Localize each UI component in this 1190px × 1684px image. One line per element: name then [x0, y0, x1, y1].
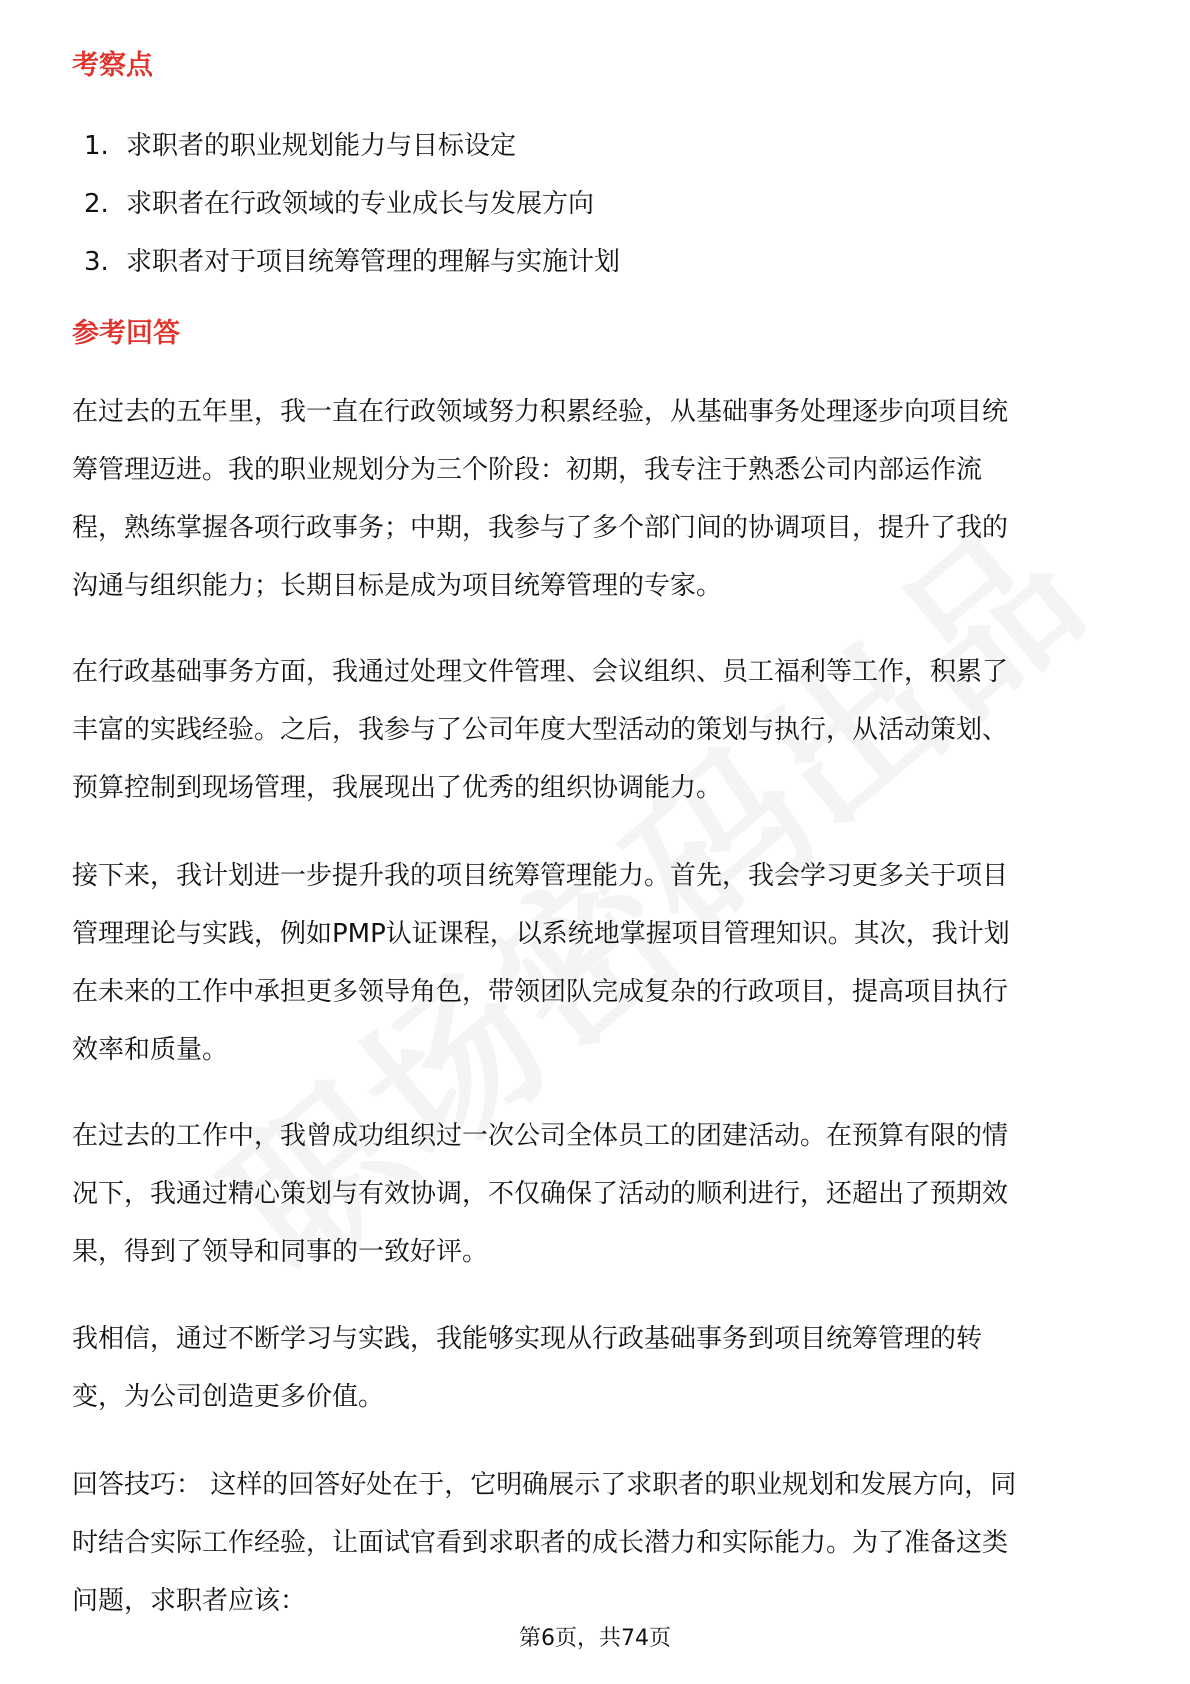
- paragraph-line: 沟通与组织能力；长期目标是成为项目统筹管理的专家。: [72, 571, 723, 601]
- paragraph-line: 管理理论与实践，例如PMP认证课程，以系统地掌握项目管理知识。其次，我计划: [72, 919, 1010, 949]
- paragraph-line: 变，为公司创造更多价值。: [72, 1382, 385, 1412]
- paragraph-line: 在过去的五年里，我一直在行政领域努力积累经验，从基础事务处理逐步向项目统: [72, 397, 1009, 427]
- paragraph-line: 在过去的工作中，我曾成功组织过一次公司全体员工的团建活动。在预算有限的情: [72, 1121, 1009, 1151]
- paragraph-line: 接下来，我计划进一步提升我的项目统筹管理能力。首先，我会学习更多关于项目: [72, 861, 1009, 891]
- list-item: [84, 240, 620, 298]
- page-number-footer: 第6页，共74页: [519, 1626, 671, 1651]
- exam-points-list: [84, 124, 620, 298]
- list-item-number: 3.: [84, 247, 109, 277]
- paragraph-line: 回答技巧： 这样的回答好处在于，它明确展示了求职者的职业规划和发展方向，同: [72, 1470, 1017, 1500]
- answer-paragraph: [72, 383, 1132, 615]
- list-item-number: 2.: [84, 189, 109, 219]
- list-item-number: 1.: [84, 131, 109, 161]
- list-item-text: 求职者在行政领域的专业成长与发展方向: [126, 189, 595, 219]
- answer-paragraph: [72, 847, 1132, 1079]
- paragraph-line: 程，熟练掌握各项行政事务；中期，我参与了多个部门间的协调项目，提升了我的: [72, 513, 1009, 543]
- paragraph-line: 预算控制到现场管理，我展现出了优秀的组织协调能力。: [72, 773, 723, 803]
- answer-paragraph: [72, 1107, 1132, 1281]
- paragraph-line: 我相信，通过不断学习与实践，我能够实现从行政基础事务到项目统筹管理的转: [72, 1324, 983, 1354]
- paragraph-line: 果，得到了领导和同事的一致好评。: [72, 1237, 489, 1267]
- answer-tips-paragraph: [72, 1456, 1132, 1630]
- section-heading-reference-answer: 参考回答: [72, 318, 180, 349]
- answer-paragraph: [72, 643, 1132, 817]
- paragraph-line: 丰富的实践经验。之后，我参与了公司年度大型活动的策划与执行，从活动策划、: [72, 715, 1009, 745]
- paragraph-line: 问题，求职者应该：: [72, 1586, 307, 1616]
- list-item-text: 求职者的职业规划能力与目标设定: [126, 131, 517, 161]
- paragraph-line: 时结合实际工作经验，让面试官看到求职者的成长潜力和实际能力。为了准备这类: [72, 1528, 1009, 1558]
- paragraph-line: 在未来的工作中承担更多领导角色，带领团队完成复杂的行政项目，提高项目执行: [72, 977, 1009, 1007]
- paragraph-line: 筹管理迈进。我的职业规划分为三个阶段：初期，我专注于熟悉公司内部运作流: [72, 455, 983, 485]
- answer-paragraph: [72, 1310, 1132, 1426]
- paragraph-line: 效率和质量。: [72, 1035, 229, 1065]
- list-item-text: 求职者对于项目统筹管理的理解与实施计划: [126, 247, 621, 277]
- section-heading-exam-points: 考察点: [72, 50, 153, 81]
- list-item: [84, 182, 620, 240]
- list-item: [84, 124, 620, 182]
- paragraph-line: 在行政基础事务方面，我通过处理文件管理、会议组织、员工福利等工作，积累了: [72, 657, 1009, 687]
- paragraph-line: 况下，我通过精心策划与有效协调，不仅确保了活动的顺利进行，还超出了预期效: [72, 1179, 1009, 1209]
